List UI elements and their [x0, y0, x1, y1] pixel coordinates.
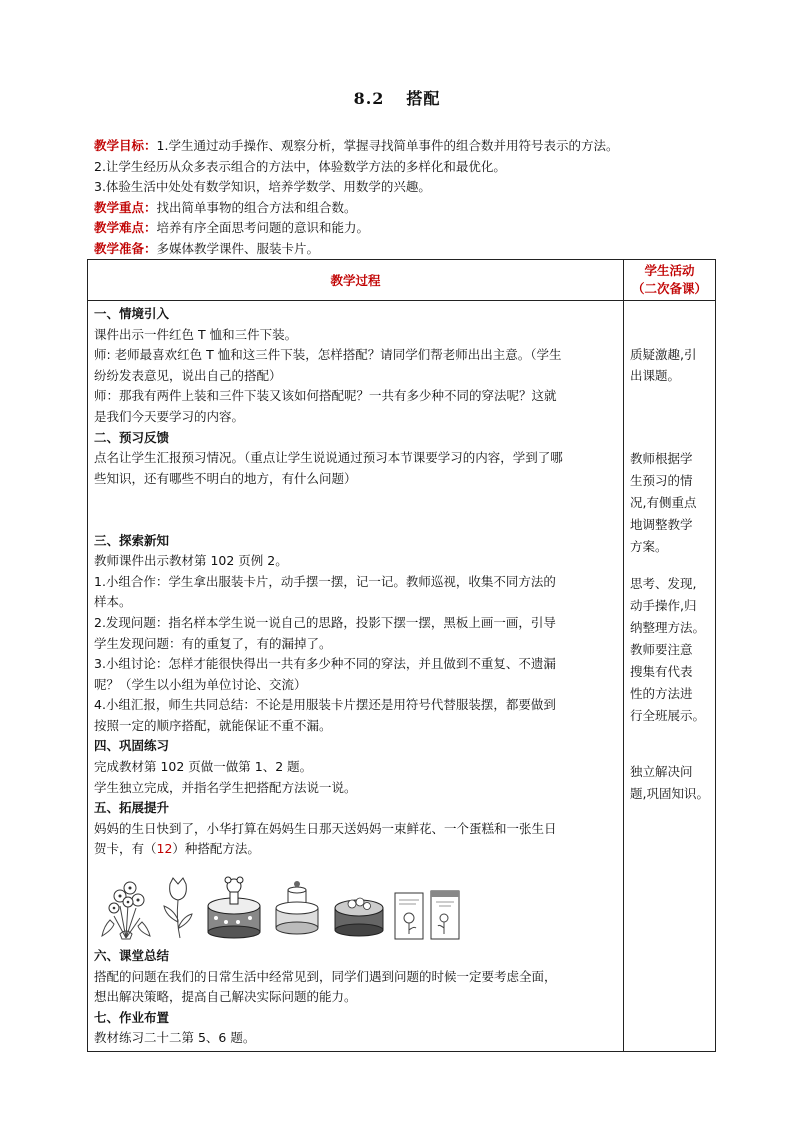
lesson-table [87, 259, 716, 1052]
process-line: 3.小组讨论：怎样才能很快得出一共有多少种不同的穿法，并且做到不重复、不遗漏 [94, 656, 556, 672]
section-heading: 六、课堂总结 [94, 948, 170, 964]
key-label: 教学重点： [94, 199, 157, 215]
goal-line-3: 3.体验生活中处处有数学知识，培养学数学、用数学的兴趣。 [94, 179, 431, 195]
section-heading: 五、拓展提升 [94, 800, 170, 816]
activity-note-1: 质疑激趣,引 出课题。 [630, 347, 697, 383]
process-line: 1.小组合作：学生拿出服装卡片，动手摆一摆，记一记。教师巡视，收集不同方法的 [94, 573, 556, 589]
process-line: 想出解决策略，提高自己解决实际问题的能力。 [94, 989, 357, 1005]
page-title [0, 86, 794, 109]
header-process: 教学过程 [330, 273, 381, 288]
header-divider [88, 300, 715, 301]
key-point-line: 教学重点：找出简单事物的组合方法和组合数。 [94, 199, 357, 215]
process-line: 完成教材第 102 页做一做第 1、2 题。 [94, 759, 313, 775]
process-line: 学生发现问题：有的重复了，有的漏掉了。 [94, 635, 332, 651]
process-line: 课件出示一件红色 T 恤和三件下装。 [94, 326, 298, 342]
process-line: 妈妈的生日快到了，小华打算在妈妈生日那天送妈妈一束鲜花、一个蛋糕和一张生日 [94, 820, 557, 836]
section-heading: 四、巩固练习 [94, 738, 170, 754]
answer-value: 12 [156, 841, 173, 857]
tulip-icon [158, 876, 198, 940]
process-line: 教材练习二十二第 5、6 题。 [94, 1030, 256, 1046]
process-line: 搭配的问题在我们的日常生活中经常见到，同学们遇到问题的时候一定要考虑全面， [94, 968, 557, 984]
flower-bouquet-icon [100, 876, 152, 940]
blank-line [94, 510, 618, 531]
process-line: 样本。 [94, 594, 132, 610]
section-heading: 二、预习反馈 [94, 429, 170, 445]
flower-cake-icon [330, 876, 388, 940]
section-heading: 三、探索新知 [94, 532, 170, 548]
column-divider [623, 260, 624, 1051]
lesson-number: 8.2 [353, 89, 385, 108]
process-line: 2.发现问题：指名样本学生说一说自己的思路，投影下摆一摆，黑板上画一画，引导 [94, 614, 556, 630]
process-line: 教师课件出示教材第 102 页例 2。 [94, 553, 288, 569]
tiered-cake-icon [270, 876, 324, 940]
preparation-label: 教学准备： [94, 240, 157, 256]
section-heading: 一、情境引入 [94, 306, 170, 321]
activity-note-3: 思考、发现, 动手操作,归 纳整理方法。 教师要注意 搜集有代表 性的方法进 行全班展示。 [630, 576, 706, 723]
process-line: 是我们今天要学习的内容。 [94, 408, 245, 424]
process-line: 贺卡，有（12）种搭配方法。 [94, 841, 260, 857]
teaching-process-content [94, 304, 618, 1049]
goal-label: 教学目标： [94, 138, 157, 153]
difficulty-line: 教学难点：培养有序全面思考问题的意识和能力。 [94, 220, 370, 236]
goal-line-2: 2.让学生经历从众多表示组合的方法中，体验数学方法的多样化和最优化。 [94, 158, 506, 174]
process-line: 4.小组汇报，师生共同总结：不论是用服装卡片摆还是用符号代替服装摆，都要做到 [94, 697, 556, 713]
preparation-line: 教学准备：多媒体教学课件、服装卡片。 [94, 240, 320, 256]
process-line: 些知识，还有哪些不明白的地方，有什么问题） [94, 470, 357, 486]
lesson-name: 搭配 [406, 89, 441, 108]
blank-line [94, 489, 618, 510]
goal-line-1: 教学目标：1.学生通过动手操作、观察分析，掌握寻找简单事件的组合数并用符号表示的方法。 [94, 138, 619, 153]
activity-note-4: 独立解决问 题,巩固知识。 [630, 764, 709, 801]
process-line: 按照一定的顺序搭配，就能保证不重不漏。 [94, 717, 332, 733]
gift-illustrations [100, 868, 618, 940]
birthday-card-icon [394, 892, 424, 940]
objectives-block [94, 136, 724, 260]
process-line: 学生独立完成，并指名学生把搭配方法说一说。 [94, 779, 357, 795]
process-line: 纷纷发表意见，说出自己的搭配） [94, 367, 282, 383]
process-line: 师: 老师最喜欢红色 T 恤和这三件下装，怎样搭配？请同学们帮老师出出主意。（学生 [94, 347, 562, 363]
birthday-card-icon [430, 890, 460, 940]
process-line: 呢？（学生以小组为单位讨论、交流） [94, 676, 307, 692]
header-activity: 学生活动 （二次备课） [631, 263, 707, 296]
process-line: 点名让学生汇报预习情况。（重点让学生说说通过预习本节课要学习的内容，学到了哪 [94, 450, 563, 466]
activity-note-2: 教师根据学 生预习的情 况,有侧重点 地调整教学 方案。 [630, 451, 697, 554]
bear-cake-icon [204, 876, 264, 940]
process-line: 师：那我有两件上装和三件下装又该如何搭配呢？一共有多少种不同的穿法呢？这就 [94, 388, 557, 404]
difficulty-label: 教学难点： [94, 220, 157, 236]
section-heading: 七、作业布置 [94, 1009, 170, 1025]
